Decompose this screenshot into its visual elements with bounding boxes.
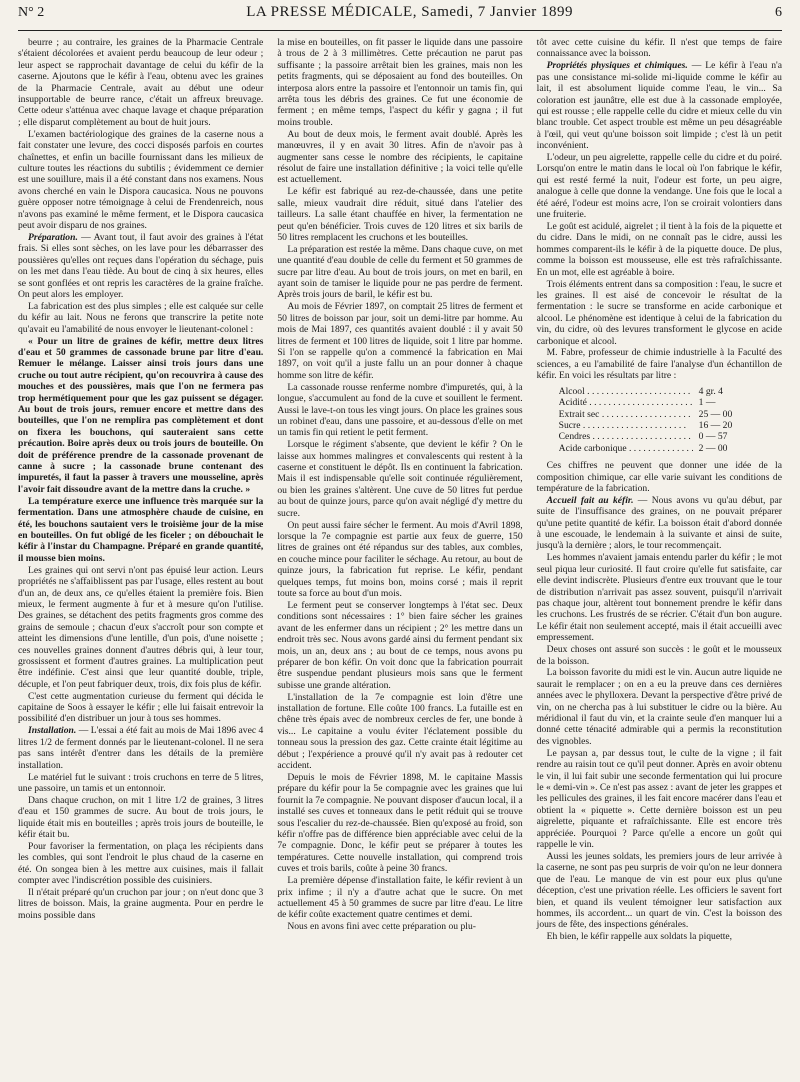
paragraph-text: Les graines qui ont servi n'ont pas épuisé leur action. Leurs propriétés ne s'affaiblissent pas par l'usage, elles restent au bout d'un an, de deux ans, ce qu'elles étaient la première fois. Bien mieux, le ferment augmente à fur et à mesure qu'on l'utilise. Des graines, se détachent des petits fragments gros comme des grains de semoule ; chacun d'eux s'accroît pour son compte et atteint les dimensions d'une lentille, d'un pois, d'une noisette ; ces nouvelles graines donnent d'autres débris qui, à leur tour, grossissent et forment d'autres graines. La multiplication peut être indéfinie. C'est ainsi que leur quantité double, triple, décuple, et l'on peut fabriquer deux, trois, dix fois plus de kéfir. xyxy=(18,564,264,690)
analysis-label: Alcool . . . xyxy=(559,386,693,397)
paragraph xyxy=(537,667,782,747)
paragraph xyxy=(277,301,522,381)
paragraph xyxy=(277,186,522,243)
analysis-value: 1 — xyxy=(693,397,759,408)
paragraph-text: Pour favoriser la fermentation, on plaça les récipients dans les combles, qui sont l'endroit le plus chaud de la caserne en été. On songea bien à les mettre aux cuisines, mais il fallait compter avec l'indiscrétion possible des cuisiniers. xyxy=(18,840,264,887)
paragraph xyxy=(537,37,782,60)
paragraph-text: Eh bien, le kéfir rappelle aux soldats la piquette, xyxy=(546,931,733,943)
paragraph-text: la mise en bouteilles, on fit passer le liquide dans une passoire à trous de 2 à 3 millimètres. Cette précaution ne parut pas suffisante ; la passoire arrêtait bien les graines, mais non les petits fragments, qui se déposaient au fond des bouteilles. On interposa alors entre la passoire et l'entonnoir un tamis fin, qui arrêta tous les débris des graines. Ce fut une économie de ferment ; en même temps, l'aspect du kéfir y gagna ; il fut moins trouble. xyxy=(277,37,523,128)
analysis-row xyxy=(559,409,759,420)
paragraph-text: Le goût est acidulé, aigrelet ; il tient à la fois de la piquette et du cidre. Dans le midi, on ne connaît pas le cidre, aussi les hommes comparent-ils le kéfir à de la piquette douce. De plus, comme la boisson est mousseuse, elle est très rafraîchissante. En un mot, elle est agréable à boire. xyxy=(536,221,782,278)
paragraph-text: La préparation est restée la même. Dans chaque cuve, on met une quantité d'eau double de celle du ferment et 50 grammes de sucre par litre d'eau. Au bout de trois jours, on met en baril, en ayant soin de tamiser le liquide pour ne pas perdre de ferment. Après trois jours de baril, le kéfir est bu. xyxy=(277,243,523,301)
paragraph xyxy=(18,565,263,690)
analysis-value: 2 — 00 xyxy=(693,443,759,454)
paragraph xyxy=(18,37,263,128)
paragraph-text: Le paysan a, par dessus tout, le culte de la vigne ; il fait rendre au raisin tout ce qu'il peut donner. Après en avoir obtenu le vin, il lui fait subir une seconde fermentation qui lui procure le « demi-vin ». Ce n'est pas assez : avant de jeter les grappes et les pellicules des graines, il les fait encore macérer dans l'eau et obtient la « piquette ». Cette dernière boisson est un peu aigrelette, piquante et rafraîchissante. Elle est encore très appréciée. Pourquoi ? Parce qu'elle a encore un goût qui rappelle le vin. xyxy=(536,747,782,851)
paragraph-text: Deux choses ont assuré son succès : le goût et le mousseux de la boisson. xyxy=(536,644,782,667)
paragraph xyxy=(277,692,522,772)
analysis-row xyxy=(559,420,759,431)
paragraph xyxy=(18,129,263,232)
paragraph-text: Lorsque le régiment s'absente, que devient le kéfir ? On le laisse aux hommes malingres et convalescents qui restent à la caserne et constituent le dépôt. Ils en continuent la fabrication. Mais il est indispensable qu'elle soit continuée régulièrement, ou bien les graines s'altèrent. Une cuve de 50 litres fut perdue au bout de quinze jours, parce qu'on avait négligé d'y mettre du sucre. xyxy=(277,439,523,519)
paragraph-text: — Nous avons vu qu'au début, par suite de l'insuffisance des graines, on ne pouvait préparer qu'une petite quantité de kéfir. La boisson était d'abord donnée à une escouade, le lendemain à la suivante et ainsi de suite, jusqu'à la dernière ; alors, le tour recommençait. xyxy=(536,494,782,552)
paragraph-text: Ces chiffres ne peuvent que donner une idée de la composition chimique, car elle varie suivant les conditions de température de la fabrication. xyxy=(536,460,782,494)
analysis-row xyxy=(559,443,759,454)
paragraph-text: Depuis le mois de Février 1898, M. le capitaine Massis prépare du kéfir pour la 5e compagnie avec les graines que lui fournit la 7e compagnie. Ne pouvant disposer d'aucun local, il a installé ses cuves et tonneaux dans le petit réduit qui se trouve sous l'escalier du rez-de-chaussée. Bien qu'exposé au froid, son kéfir n'offre pas de différence bien appréciable avec celui de la 7e compagnie. Donc, le kéfir peut se préparer à toutes les températures. Cette nouvelle installation, qui comprend trois cuves et trois barils, coûte à peine 30 francs. xyxy=(277,772,523,875)
paragraph-text: La température exerce une influence très marquée sur la fermentation. Dans une atmosphère chaude de cuisine, en été, les bouchons sautaient vers le troisième jour de la mise en bouteilles. On fut obligé de les ficeler ; on débouchait le kéfir à l'instar du Champagne. Préparé en grande quantité, il mousse bien moins. xyxy=(18,495,264,564)
analysis-value: 0 — 57 xyxy=(693,431,759,442)
paragraph-text: Nous en avons fini avec cette préparation ou plu- xyxy=(287,921,476,933)
analysis-row xyxy=(559,386,759,397)
column-3-top xyxy=(537,37,782,382)
paragraph-text: L'examen bactériologique des graines de la caserne nous a fait constater une levure, des cocci disposés parfois en courtes chaînettes, et enfin un bacille fournissant dans les milieux de culture toutes les réactions du subtilis ; évidemment ce dernier est une souillure, mais il a été constant dans nos examens. Nous avons cherché en vain le Dispora caucasica. Nous ne pouvons guère opposer notre témoignage à celui de Frendenreich, nous n'avons pas examiné le même ferment, et le Dispora caucasica peut avoir disparu de nos graines. xyxy=(18,128,264,231)
paragraph-text: La première dépense d'installation faite, le kéfir revient à un prix infime ; il n'y a d'autre achat que le sucre. On met actuellement 45 à 50 grammes de sucre par litre d'eau. Le litre de kéfir coûte exactement quatre centimes et demi. xyxy=(277,875,523,921)
paragraph-text: Il n'était préparé qu'un cruchon par jour ; on n'eut donc que 3 litres de boisson. Mais, la graine augmenta. Pour en perdre le moins possible dans xyxy=(18,887,264,921)
paragraph xyxy=(537,851,782,931)
paragraph xyxy=(277,37,522,128)
analysis-value: 4 gr. 4 xyxy=(693,386,759,397)
paragraph xyxy=(18,795,263,841)
analysis-label: Acide carbonique . . . xyxy=(559,443,693,454)
paragraph-text: Dans chaque cruchon, on mit 1 litre 1/2 de graines, 3 litres d'eau et 150 grammes de sucre. Au bout de trois jours, le liquide était mis en bouteilles ; après trois jours de bouteille, le kéfir était bu. xyxy=(18,794,264,841)
issue-number: N° 2 xyxy=(18,5,45,20)
paragraph-text: — L'essai a été fait au mois de Mai 1896 avec 4 litres 1/2 de ferment donnés par le lieutenant-colonel. Il ne sera pas sans intérêt d'entrer dans les détails de la première installation. xyxy=(18,725,264,771)
paragraph-text: Au mois de Février 1897, on comptait 25 litres de ferment et 50 litres de boisson par jour, soit un demi-litre par homme. Au mois de Mai 1897, ces quantités avaient doublé : il y avait 50 litres de ferment et 100 litres de liquide, soit 1 litre par homme. Si l'on se rappelle qu'on a commencé la fabrication en Mai 1897, on voit qu'il a juste fallu un an pour donner à chaque homme son litre de kéfir. xyxy=(277,301,523,381)
paragraph xyxy=(537,279,782,347)
analysis-row xyxy=(559,431,759,442)
paragraph-text: Le kéfir est fabriqué au rez-de-chaussée, dans une petite salle, mieux vaudrait dire réduit, situé dans l'atelier des tailleurs. La salle étant chauffée en hiver, la fermentation ne peut qu'en bénéficier. Trois cuves de 120 litres et six barils de 50 litres remplacent les cruchons et les bouteilles. xyxy=(277,186,523,243)
paragraph-text: beurre ; au contraire, les graines de la Pharmacie Centrale s'étaient décolorées et avaient perdu beaucoup de leur odeur ; leur aspect se rapprochait davantage de celui du kéfir de la caserne. Ajoutons que le kéfir à l'eau, obtenu avec les graines de la Pharmacie Centrale, avait au début une odeur insupportable de beurre rance, c'était un affreux breuvage. Cette odeur s'atténua avec chaque lavage et chaque préparation ; elle disparut complètement au bout de huit jours. xyxy=(18,37,264,128)
analysis-label: Extrait sec . . . xyxy=(559,409,693,420)
article-columns xyxy=(18,37,782,943)
paragraph-text: L'odeur, un peu aigrelette, rappelle celle du cidre et du poiré. Lorsqu'on entre le matin dans le local où l'on fabrique le kéfir, qui est resté fermé la nuit, l'odeur est forte, un peu aigre, analogue à celle que donne la vendange. Une fois que le local a été aéré, l'odeur est moins acre, l'on se croirait volontiers dans une fruiterie. xyxy=(536,152,782,221)
paragraph xyxy=(277,520,522,600)
column-3 xyxy=(537,37,782,943)
analysis-label: Cendres . . . xyxy=(559,431,693,442)
section-heading: Installation. xyxy=(28,725,77,737)
paragraph-text: Le matériel fut le suivant : trois cruchons en terre de 5 litres, une passoire, un tamis et un entonnoir. xyxy=(18,771,264,794)
paragraph xyxy=(277,600,522,691)
section-heading: Accueil fait au kéfir. xyxy=(546,494,634,506)
paragraph xyxy=(277,921,522,932)
column-1 xyxy=(18,37,263,943)
analysis-row xyxy=(559,397,759,408)
paragraph-text: M. Fabre, professeur de chimie industrielle à la Faculté des sciences, a eu l'amabilité de faire l'analyse d'un échantillon de kéfir. En voici les résultats par litre : xyxy=(536,347,782,382)
column-2 xyxy=(277,37,522,943)
paragraph-text: L'installation de la 7e compagnie est loin d'être une installation de fortune. Elle coûte 100 francs. La futaille est en chêne très épais avec de nombreux cercles de fer, une bonde à vis... Le capitaine a voulu éviter l'éclatement possible du tonneau sous la pression des gaz. Cette crainte était légitime au début ; l'expérience a prouvé qu'il n'y avait pas à redouter cet accident. xyxy=(277,691,523,772)
paragraph-text: « Pour un litre de graines de kéfir, mettre deux litres d'eau et 50 grammes de cassonade brune par litre d'eau. Remuer le mélange. Laisser ainsi trois jours dans une cruche ou tout autre récipient, qu'on recouvrira à cause des mouches et des poussières, mais que l'on ne fermera pas trop hermétiquement pour que les gaz puissent se dégager. Au bout de trois jours, remuer encore et mettre dans des bouteilles, que l'on ne remplira pas complètement et dont on fixera les bouchons, qui sauteraient sans cette précaution. Boire après deux ou trois jours de bouteille. On doit de préférence prendre de la cassonade provenant de canne à sucre ; la cassonade brune contenant des impuretés, il faut la passer à travers une mousseline, après l'avoir fait dissoudre avant de la mettre dans la cruche. » xyxy=(18,335,264,495)
paragraph-text: tôt avec cette cuisine du kéfir. Il n'est que temps de faire connaissance avec la boisson. xyxy=(536,37,782,60)
page-number: 6 xyxy=(774,5,782,20)
paragraph xyxy=(537,347,782,381)
paragraph-text: La fabrication est des plus simples ; elle est calquée sur celle du kéfir au lait. Nous ne ferons que transcrire la petite note qu'avait eu l'amabilité de nous envoyer le lieutenant-colonel : xyxy=(18,300,264,335)
paragraph-text: Aussi les jeunes soldats, les premiers jours de leur arrivée à la caserne, ne sont pas peu surpris de voir qu'on ne leur donnera que de l'eau. Le manque de vin est pour eux plus qu'une déception, c'est une privation réelle. Les officiers le savent fort bien, et quand ils veulent témoigner leur satisfaction aux hommes, ils accordent... un quart de vin. C'est la boisson des jours de fête, des inspections générales. xyxy=(536,850,782,931)
analysis-value: 25 — 00 xyxy=(693,409,759,420)
paragraph xyxy=(277,129,522,186)
paragraph xyxy=(537,552,782,643)
paragraph xyxy=(537,931,782,942)
paragraph xyxy=(537,221,782,278)
column-3-bottom xyxy=(537,460,782,943)
paragraph xyxy=(537,60,782,151)
journal-title: LA PRESSE MÉDICALE, Samedi, 7 Janvier 1899 xyxy=(246,4,574,20)
paragraph xyxy=(537,748,782,851)
paragraph-text: C'est cette augmentation curieuse du ferment qui décida le capitaine de Soos à essayer le kéfir ; elle lui faisait entrevoir la possibilité d'en distribuer un jour à tous ses hommes. xyxy=(18,690,264,725)
paragraph xyxy=(18,232,263,300)
paragraph xyxy=(277,439,522,519)
analysis-table xyxy=(559,386,759,454)
paragraph xyxy=(18,887,263,921)
paragraph xyxy=(18,725,263,771)
paragraph-text: La boisson favorite du midi est le vin. Aucun autre liquide ne saurait le remplacer ; on en a eu la preuve dans ces dernières années avec le phylloxera. Devant la perspective d'être privé de vin, on ne chercha pas à lui substituer le cidre ou la bière. Au méridional il faut du vin, et la crainte seule d'en manquer lui a donné cette ténacité admirable qui a permis la reconstitution des vignobles. xyxy=(536,667,782,747)
paragraph xyxy=(18,772,263,795)
paragraph-text: On peut aussi faire sécher le ferment. Au mois d'Avril 1898, lorsque la 7e compagnie est partie aux feux de guerre, 150 litres de graines ont été répandus sur des tables, aux combles, en couche mince pour faciliter le séchage. Au retour, au bout de quinze jours, la fabrication fut reprise. Le kéfir, pendant quelques temps, fut moins bon, moins corsé ; mais il reprit toute sa force au bout d'un mois. xyxy=(277,519,523,599)
paragraph xyxy=(277,772,522,875)
paragraph xyxy=(537,460,782,494)
paragraph xyxy=(18,301,263,335)
section-heading: Préparation. xyxy=(28,231,78,243)
paragraph-text: — Avant tout, il faut avoir des graines à l'état frais. Si elles sont sèches, on les lave pour les débarrasser des poussières qu'elles ont reçues dans l'opération du séchage, puis on les met dans l'eau tiède. Au bout de cinq à six heures, elles se sont gonflées et ont repris les caractères de la graine fraîche. On peut alors les employer. xyxy=(18,231,264,300)
page-header xyxy=(18,4,782,31)
paragraph-text: Les hommes n'avaient jamais entendu parler du kéfir ; le mot seul piqua leur curiosité. Il faut croire qu'elle fut satisfaite, car elle devint indiscrète. Plusieurs d'entre eux trouvant que le tour de distribution n'arrivait pas assez souvent, puisqu'il n'arrivait pas chaque jour, altèrent tout bonnement prendre le kéfir dans les cruchons. Les frustrés de se récrier. C'était d'un bon augure. Le kéfir était non seulement accepté, mais il était accueilli avec empressement. xyxy=(536,552,782,644)
paragraph-text: La cassonade rousse renferme nombre d'impuretés, qui, à la longue, s'accumulent au fond de la cuve et souillent le ferment. Aussi le lave-t-on tous les vingt jours. On place les graines sous un robinet d'eau, dans une passoire, et au-dessous d'elle on met un tamis fin qui retient le petit ferment. xyxy=(277,381,523,439)
paragraph xyxy=(18,841,263,887)
analysis-label: Sucre . . . xyxy=(559,420,693,431)
paragraph xyxy=(277,382,522,439)
paragraph-text: — Le kéfir à l'eau n'a pas une consistance mi-solide mi-liquide comme le kéfir au lait, il est absolument liquide comme l'eau, le vin... Sa coloration est jaunâtre, elle est due à la cassonade employée, qui est rousse ; elle rappelle celle du cidre et mieux celle du vin blanc trouble. Cet aspect trouble est même un peu désagréable à l'œil, qui veut qu'une boisson soit limpide ; c'est là un petit inconvénient. xyxy=(536,60,782,152)
paragraph xyxy=(18,496,263,564)
paragraph-text: Au bout de deux mois, le ferment avait doublé. Après les manœuvres, il y en avait 30 litres. Afin de n'avoir pas à augmenter sans cesse le nombre des récipients, le capitaine résolut de faire une installation définitive ; la voici telle qu'elle est actuellement. xyxy=(277,128,523,186)
paragraph-text: Trois éléments entrent dans sa composition : l'eau, le sucre et les graines. Il est aisé de concevoir le résultat de la fermentation : le sucre se transforme en acide carbonique et alcool. Le phénomène est identique à celui de la fabrication du vin, du cidre, où des levures transforment le glycose en acide carbonique et alcool. xyxy=(536,278,782,347)
paragraph xyxy=(537,152,782,220)
paragraph xyxy=(18,691,263,725)
paragraph xyxy=(18,336,263,496)
analysis-value: 16 — 20 xyxy=(693,420,759,431)
paragraph-text: Le ferment peut se conserver longtemps à l'état sec. Deux conditions sont nécessaires : 1° bien faire sécher les graines avant de les enfermer dans un récipient ; 2° les mettre dans un endroit très sec. Nous avons gardé ainsi du ferment pendant six mois, un an, deux ans ; au bout de ce temps, nous avons pu préparer de bon kéfir. On voit donc que la fabrication pourrait être suspendue pendant plusieurs mois sans que le ferment subisse une grande altération. xyxy=(277,599,523,691)
paragraph xyxy=(277,244,522,301)
paragraph xyxy=(537,644,782,667)
section-heading: Propriétés physiques et chimiques. xyxy=(546,60,688,72)
paragraph xyxy=(537,495,782,552)
analysis-label: Acidité . . . xyxy=(559,397,693,408)
paragraph xyxy=(277,875,522,921)
